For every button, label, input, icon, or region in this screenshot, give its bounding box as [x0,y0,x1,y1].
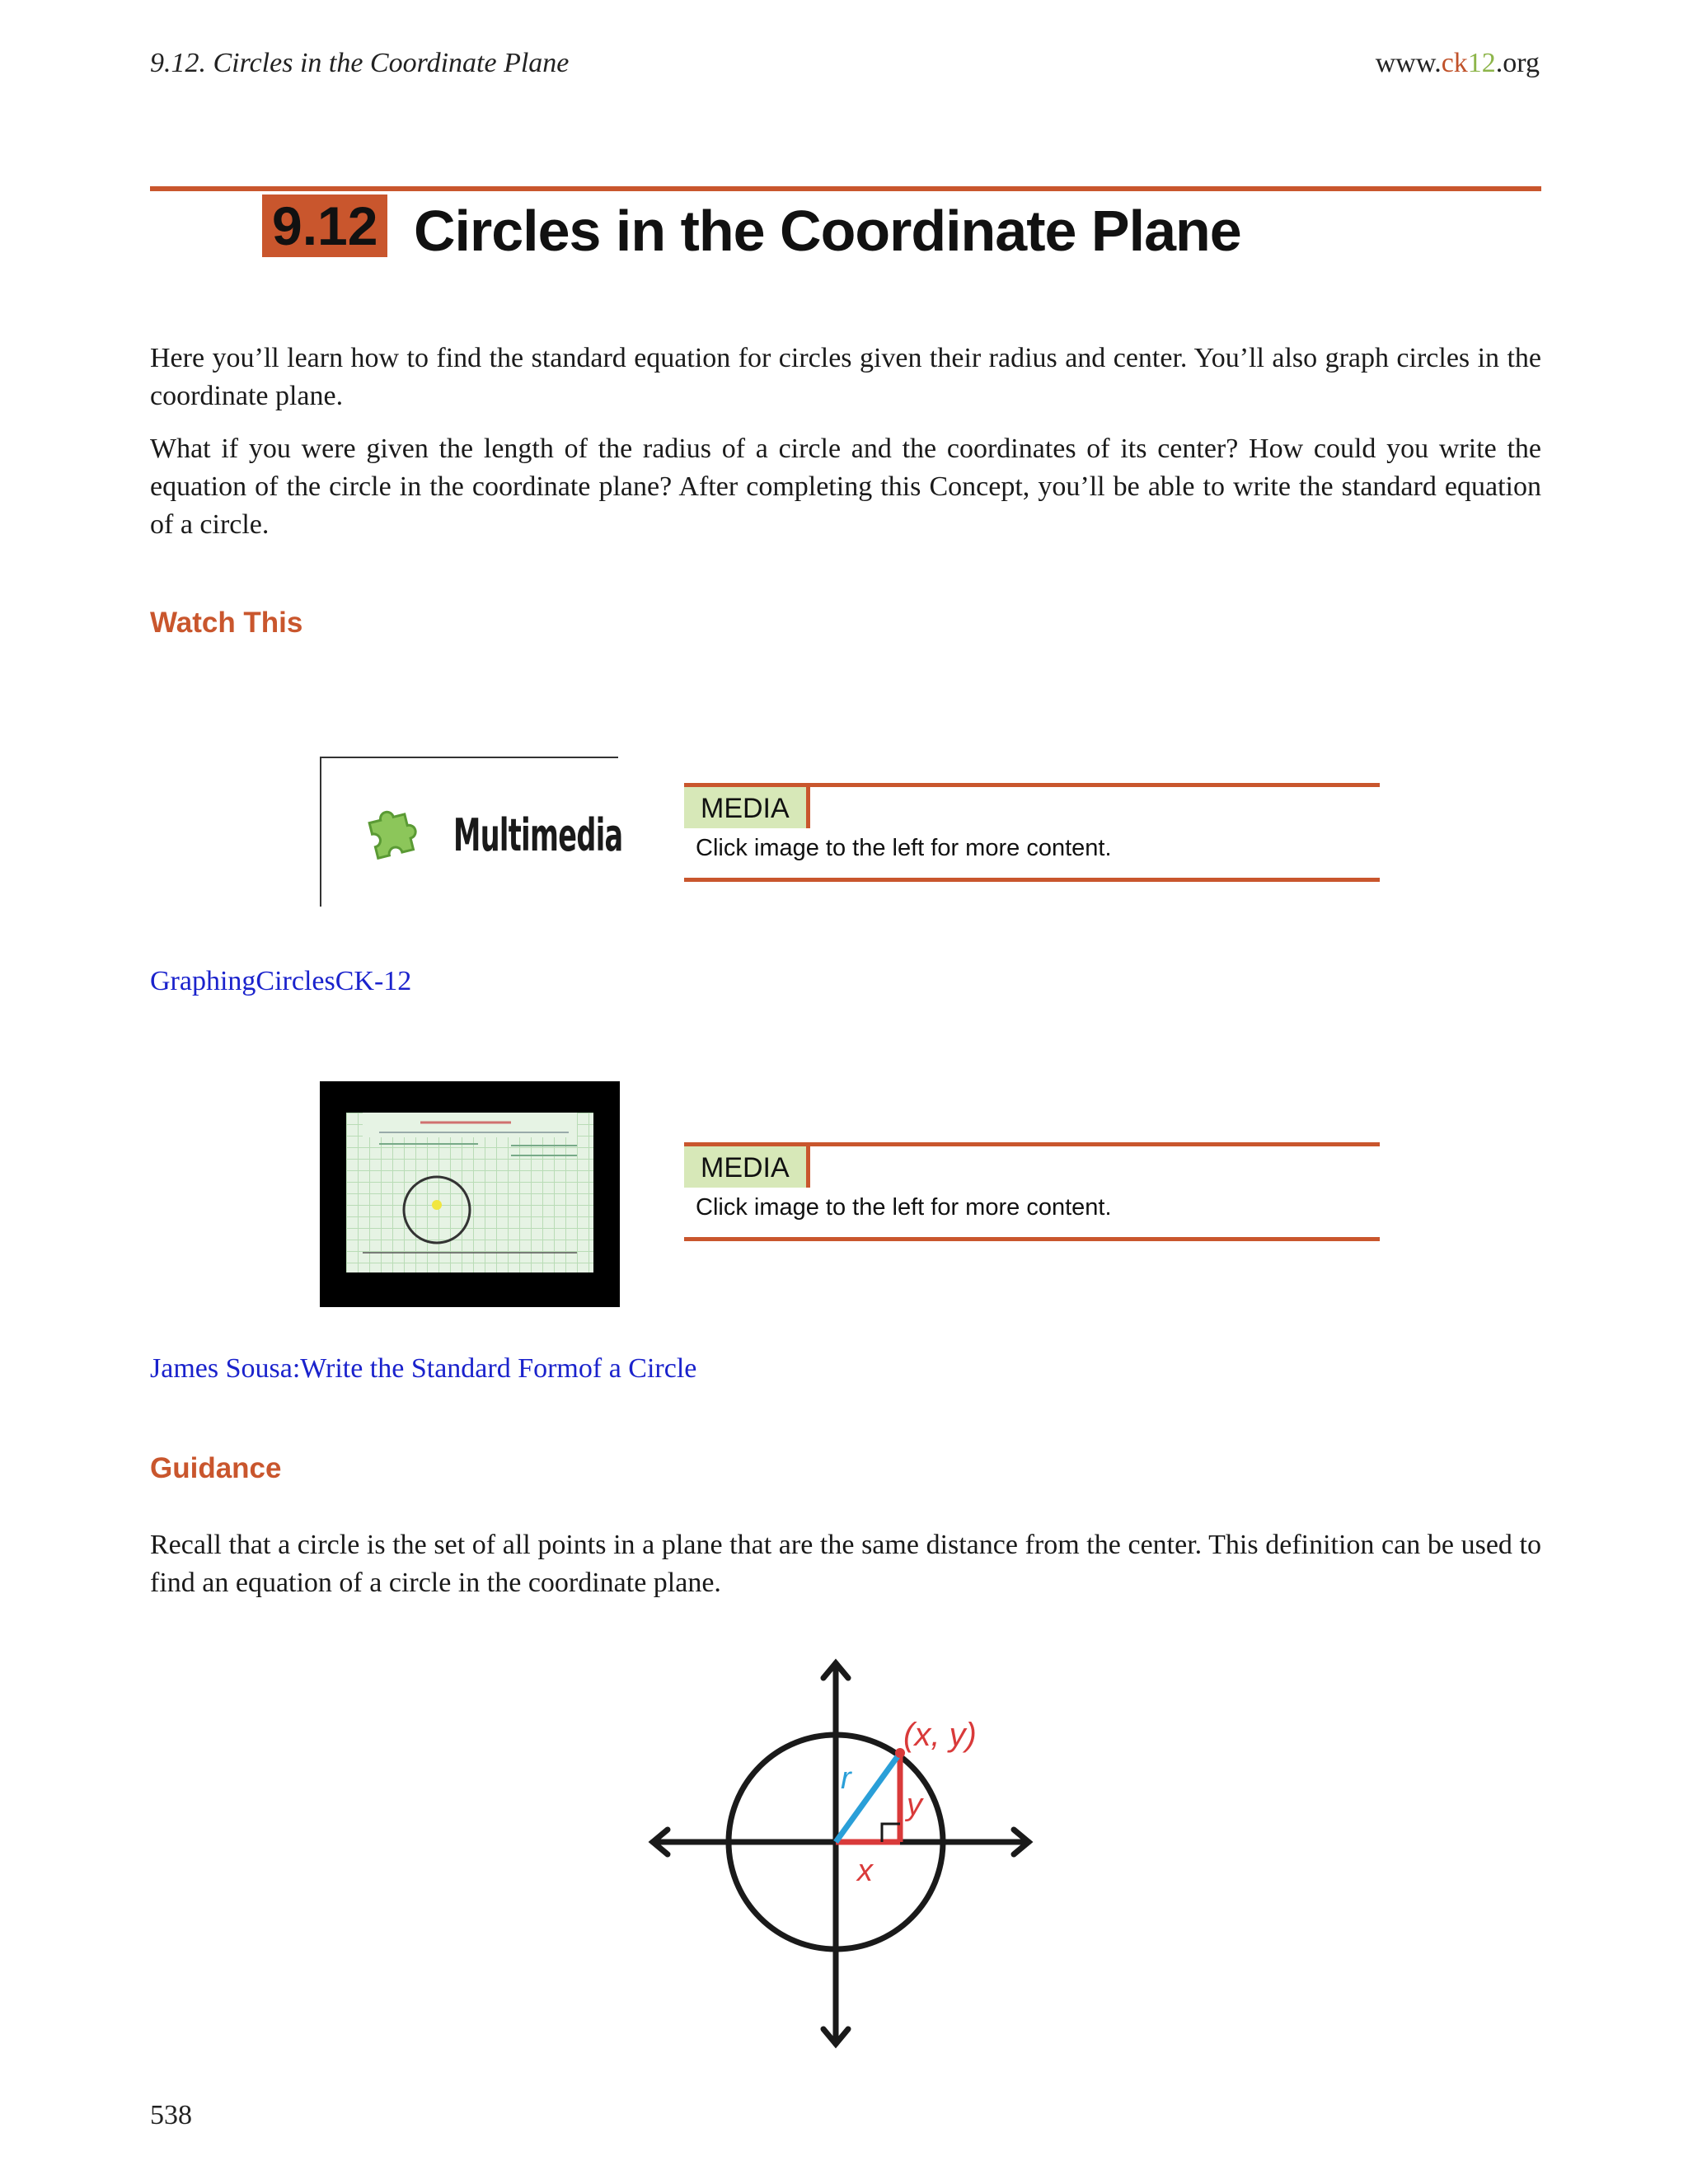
media-callout-1 [684,783,1380,882]
multimedia-thumbnail[interactable] [320,757,623,907]
site-12: 12 [1467,48,1496,78]
media-note: Click image to the left for more content. [696,1194,1112,1221]
chapter-number: 9.12 [262,194,387,257]
x-label: x [857,1854,873,1888]
video-thumbnail[interactable] [320,1081,620,1307]
guidance-paragraph: Recall that a circle is the set of all points in a plane that are the same distance from the center. This definition can be used to find an equation of a circle in the coordinate plane. [150,1530,1541,1598]
watch-this-heading: Watch This [150,607,303,639]
guidance-heading: Guidance [150,1452,282,1484]
multimedia-label: Multimedia [453,809,623,861]
intro-paragraph-2: What if you were given the length of the radius of a circle and the coordinates of its center? How could you write the equation of the circle in the coordinate plane? After completing this Concept, you’ll be able to write the standard equation of a circle. [150,434,1541,540]
site-prefix: www. [1375,48,1442,78]
running-header: 9.12. Circles in the Coordinate Plane [150,48,570,78]
video-link-james-sousa[interactable]: James Sousa:Write the Standard Formof a Circle [150,1353,697,1384]
page-number: 538 [150,2100,192,2130]
r-label: r [841,1761,851,1796]
point-label: (x, y) [903,1717,977,1753]
video-link-graphing-circles[interactable]: GraphingCirclesCK-12 [150,966,412,996]
circle-sketch-icon [346,1113,593,1272]
site-suffix: .org [1495,48,1540,78]
site-ck: ck [1441,48,1468,78]
site-url[interactable] [1376,48,1540,79]
y-label: y [907,1788,922,1822]
media-tag: MEDIA [684,1146,810,1188]
title-rule [150,186,1541,191]
whiteboard-graphic [346,1113,593,1272]
circle-coordinate-figure [643,1657,1047,2060]
puzzle-icon [361,801,425,865]
media-note: Click image to the left for more content. [696,835,1112,861]
media-tag: MEDIA [684,787,810,828]
y-axis [823,1663,848,2044]
page-title: Circles in the Coordinate Plane [414,199,1241,263]
media-callout-2 [684,1142,1380,1241]
intro-paragraph-1: Here you’ll learn how to find the standard equation for circles given their radius and center. You’ll also graph circles in the coordinate plane. [150,343,1541,411]
